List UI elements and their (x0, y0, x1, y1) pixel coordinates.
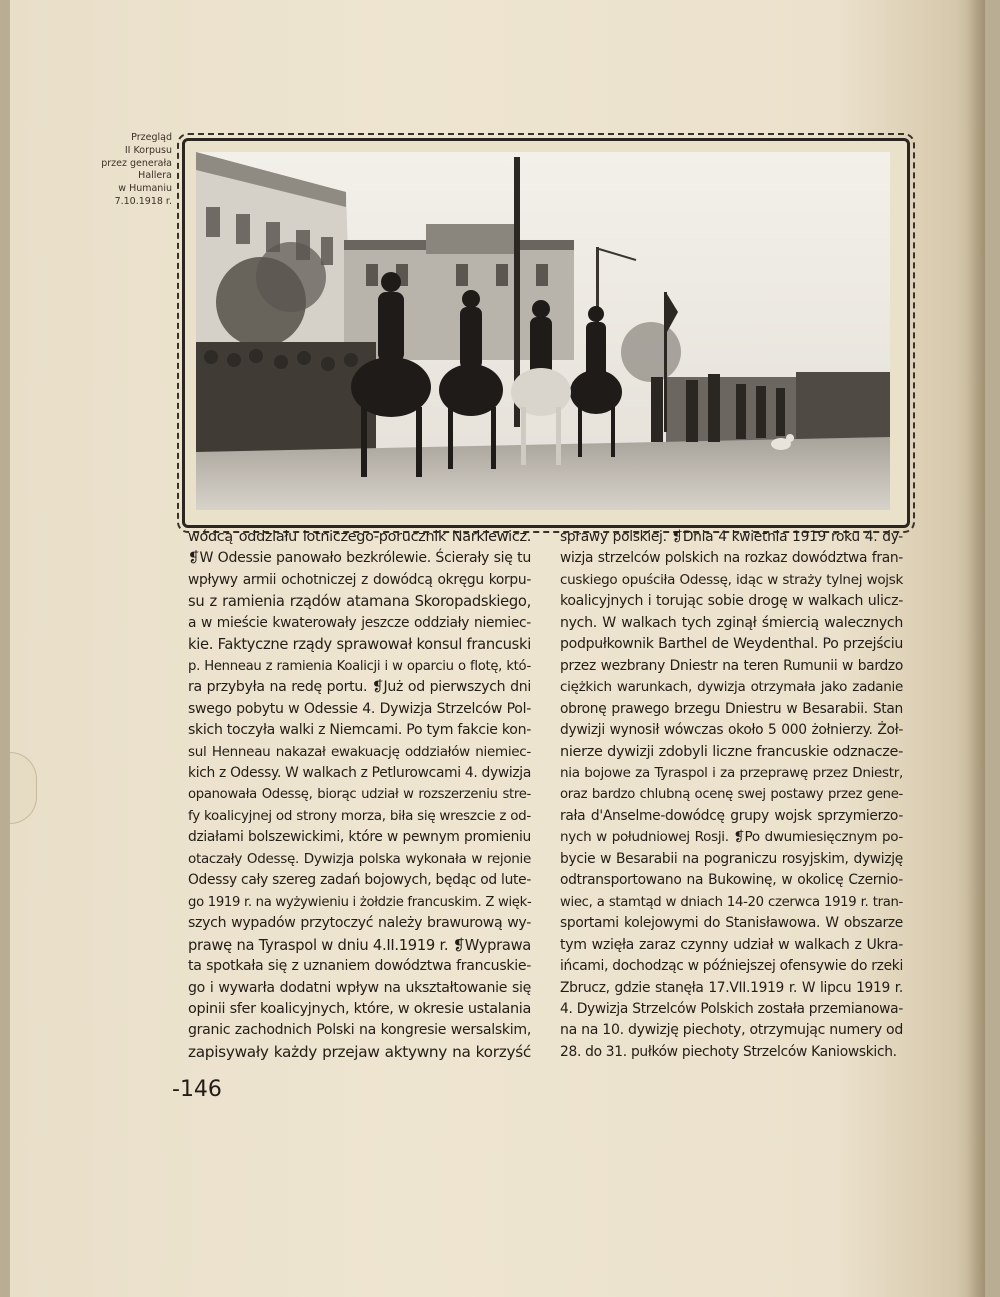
text-line: ińcami, dochodząc w późniejszej ofensywie do rzeki (560, 958, 903, 975)
text-line: sportami kolejowymi do Stanisławowa. W obszarze (560, 915, 903, 932)
text-line: cuskiego opuściła Odessę, idąc w straży tylnej wojsk (560, 571, 903, 588)
text-column-right (560, 527, 903, 1063)
text-line: tym wzięła zaraz czynny udział w walkach z Ukra- (560, 936, 903, 953)
caption-line: przez generała (101, 157, 172, 169)
page-number: -146 (172, 1077, 222, 1102)
text-column-left (188, 527, 531, 1063)
text-line: bycie w Besarabii na pograniczu rosyjskim, dywizję (560, 850, 903, 867)
page-edge-notch (10, 752, 37, 824)
caption-line: Hallera (138, 170, 172, 182)
text-line: sul Henneau nakazał ewakuację oddziałów niemiec- (188, 743, 531, 760)
text-line: wpływy armii ochotniczej z dowódcą okręgu korpu- (188, 571, 531, 588)
text-line: oraz bardzo chlubną ocenę swej postawy przez gene- (560, 787, 903, 803)
parade-photograph (196, 152, 890, 510)
photo-caption (100, 132, 172, 209)
text-line: Odessy cały szereg zadań bojowych, będąc od lute- (188, 872, 531, 889)
text-line: na na 10. dywizję piechoty, otrzymując numery od (560, 1022, 904, 1039)
text-line: działami bolszewickimi, które w pewnym promieniu (188, 829, 531, 846)
text-line: odtransportowano na Bukowinę, w okolicę Czernio- (560, 872, 903, 889)
page-gutter-shadow (967, 0, 985, 1297)
text-line: go i wywarła dodatni wpływ na ukształtowanie się (188, 979, 531, 996)
text-line: opinii sfer koalicyjnych, które, w okresie ustalania (188, 1000, 531, 1017)
text-line: go 1919 r. na wyżywieniu i żołdzie francuskim. Z więk- (188, 894, 532, 910)
text-line: Zbrucz, gdzie stanęła 17.VII.1919 r. W lipcu 1919 r. (560, 979, 903, 996)
text-line: nia bojowe za Tyraspol i za przeprawę przez Dniestr, (560, 764, 903, 781)
text-line: otaczały Odessę. Dywizja polska wykonała w rejonie (188, 850, 531, 867)
text-line: skich toczyła walki z Niemcami. Po tym fakcie kon- (188, 722, 531, 739)
text-line: nych. W walkach tych zginął śmiercią walecznych (560, 614, 903, 631)
text-line: nych w południowej Rosji. ❡Po dwumiesięcznym po- (560, 829, 903, 846)
text-line: kich z Odessy. W walkach z Petlurowcami 4. dywizja (188, 764, 531, 781)
text-line: granic zachodnich Polski na kongresie wersalskim, (188, 1022, 531, 1039)
text-line: koalicyjnych i torując sobie drogę w walkach ulicz- (560, 593, 903, 610)
text-line: nierze dywizji zdobyli liczne francuskie odznacze- (560, 743, 903, 760)
text-line: ❡W Odessie panowało bezkrólewie. Ścierały się tu (188, 550, 531, 567)
text-line: ra przybyła na redę portu. ❡Już od pierwszych dni (188, 679, 531, 696)
text-line: p. Henneau z ramienia Koalicji i w oparciu o flotę, któ- (188, 658, 531, 674)
text-line: 28. do 31. pułków piechoty Strzelców Kaniowskich. (560, 1043, 897, 1060)
text-line: kie. Faktyczne rządy sprawował konsul francuski (188, 636, 531, 654)
text-line: opanowała Odessę, biorąc udział w rozszerzeniu stre- (188, 787, 531, 803)
text-line: ta spotkała się z uznaniem dowództwa francuskie- (188, 958, 531, 975)
text-line: swego pobytu w Odessie 4. Dywizja Strzelców Pol- (188, 700, 531, 717)
caption-line: Przegląd (131, 132, 172, 143)
text-line: wódcą oddziału lotniczego-porucznik Narkiewicz. (188, 529, 531, 545)
photo-illustration (196, 152, 890, 510)
text-line: przez wezbrany Dniestr na teren Rumunii w bardzo (560, 657, 903, 674)
text-line: wizja strzelców polskich na rozkaz dowództwa fran- (560, 550, 903, 567)
text-line: 4. Dywizja Strzelców Polskich została przemianowa- (560, 1000, 903, 1017)
caption-line: II Korpusu (124, 144, 172, 156)
text-line: wiec, a stamtąd w dniach 14-20 czerwca 1919 r. tran- (560, 894, 903, 910)
text-line: zapisywały każdy przejaw aktywny na korzyść (188, 1042, 531, 1061)
caption-line: 7.10.1918 r. (114, 195, 172, 207)
text-line: obronę prawego brzegu Dniestru w Besarabii. Stan (560, 700, 903, 717)
caption-line: w Humaniu (118, 183, 172, 195)
text-line: a w mieście kwaterowały jeszcze oddziały niemiec- (188, 614, 531, 631)
text-line: sprawy polskiej. ❡Dnia 4 kwietnia 1919 roku 4. dy- (560, 529, 903, 545)
text-line: su z ramienia rządów atamana Skoropadskiego, (188, 593, 531, 611)
text-line: dywizji wynosił wówczas około 5 000 żołnierzy. Żoł- (560, 722, 903, 739)
text-line: fy koalicyjnej od strony morza, biła się wreszcie z od- (188, 807, 531, 824)
text-line: rała d'Anselme-dowódcę grupy wojsk sprzymierzo- (560, 807, 903, 824)
text-line: podpułkownik Barthel de Weydenthal. Po przejściu (560, 636, 903, 653)
text-line: ciężkich warunkach, dywizja otrzymała jako zadanie (560, 679, 903, 696)
text-line: szych wypadów przytoczyć należy brawurową wy- (188, 915, 531, 932)
text-line: prawę na Tyraspol w dniu 4.II.1919 r. ❡Wyprawa (188, 936, 531, 954)
